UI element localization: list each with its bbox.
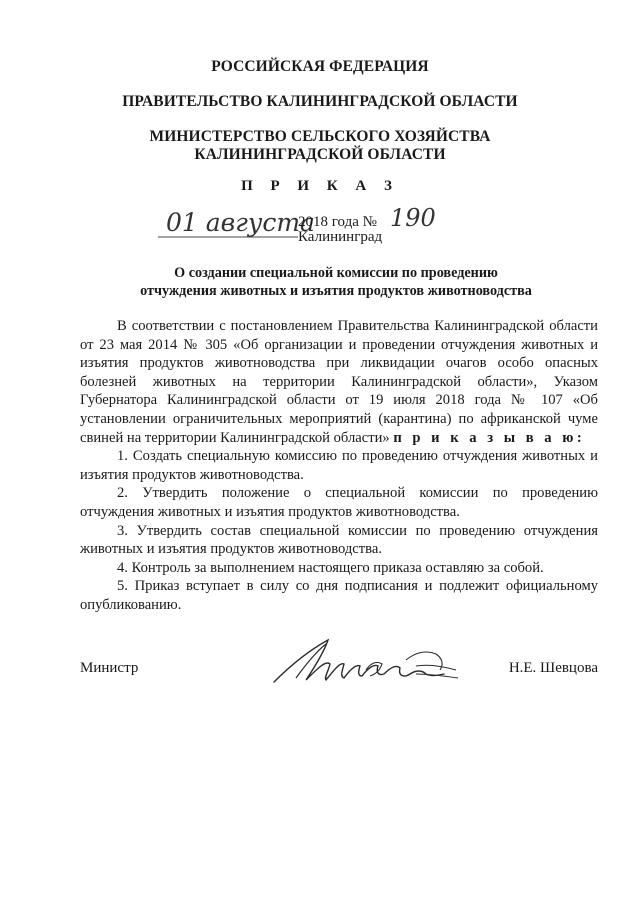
order-item-3: 3. Утвердить состав специальной комиссии по проведению отчуждения животных и изъятия продуктов животноводства. xyxy=(80,522,598,558)
signatory-position: Министр xyxy=(80,660,139,676)
order-item-2: 2. Утвердить положение о специальной комиссии по проведению отчуждения животных и изъятия продуктов животноводства. xyxy=(80,485,598,520)
signatory-name: Н.Е. Шевцова xyxy=(508,660,598,676)
handwritten-date: 01 августа xyxy=(166,208,315,237)
order-item-1: 1. Создать специальную комиссию по проведению отчуждения животных и изъятия продуктов животноводства. xyxy=(80,448,598,483)
title-line1: О создании специальной комиссии по проведению xyxy=(174,265,498,281)
city: Калининград xyxy=(298,229,383,245)
order-word: п р и к а з ы в а ю: xyxy=(393,429,586,446)
handwritten-number: 190 xyxy=(390,204,436,232)
header-country: РОССИЙСКАЯ ФЕДЕРАЦИЯ xyxy=(211,58,429,75)
document-body xyxy=(80,317,598,615)
preamble-text: В соответствии с постановлением Правительства Калининградской области от 23 мая 2014 № 305 «Об организации и проведении отчуждения животных и изъятия продуктов животноводства при ликвидации очагов особо опасных болезней животных на территории Калининградской области», Указом Губернатора Калининградской области от 19 июля 2018 года № 107 «Об установлении ограничительных мероприятий (карантина) по африканской чуме свиней на территории Калининградской области» xyxy=(80,318,598,446)
header-government: ПРАВИТЕЛЬСТВО КАЛИНИНГРАДСКОЙ ОБЛАСТИ xyxy=(122,93,518,110)
header-ministry-line1: МИНИСТЕРСТВО СЕЛЬСКОГО ХОЗЯЙСТВА xyxy=(149,128,491,145)
order-item-4: 4. Контроль за выполнением настоящего приказа оставляю за собой. xyxy=(117,559,544,576)
header-ministry-line2: КАЛИНИНГРАДСКОЙ ОБЛАСТИ xyxy=(194,146,446,163)
document-type: П Р И К А З xyxy=(241,178,399,194)
signature-row xyxy=(80,660,598,700)
document-title xyxy=(0,264,640,300)
title-line2: отчуждения животных и изъятия продуктов животноводства xyxy=(140,283,532,299)
date-underline xyxy=(158,236,303,240)
order-item-5: 5. Приказ вступает в силу со дня подписания и подлежит официальному опубликованию. xyxy=(80,578,598,613)
date-year-text: 2018 года № xyxy=(298,214,377,230)
preamble-paragraph xyxy=(80,317,598,447)
